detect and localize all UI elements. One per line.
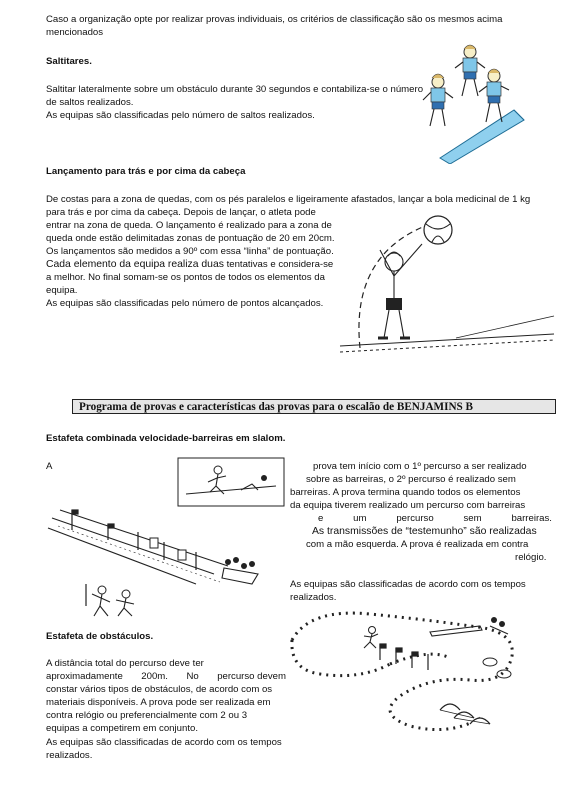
estafeta-obstaculos-title: Estafeta de obstáculos. <box>46 631 154 642</box>
lancamento-line-3: entrar na zona de queda. O lançamento é realizado para a zona de <box>46 220 332 231</box>
estafeta-obstaculos-line-2 <box>46 670 286 683</box>
estafeta-obstaculos-line-3: constar vários tipos de obstáculos, de acordo com os <box>46 684 273 695</box>
estafeta-combinada-line-2: sobre as barreiras, o 2º percurso é realizado sem <box>306 474 516 485</box>
line2-word-200m: 200m. <box>141 671 168 682</box>
line5-word-e: e <box>318 513 324 524</box>
estafeta-combinada-line-9: As equipas são classificadas de acordo com os tempos <box>290 579 526 590</box>
saltitares-line-2: de saltos realizados. <box>46 97 134 108</box>
estafeta-combinada-line-1: prova tem início com o 1º percurso a ser realizado <box>313 461 527 472</box>
lancamento-title: Lançamento para trás e por cima da cabeça <box>46 166 246 177</box>
estafeta-combinada-line-7: com a mão esquerda. A prova é realizada em contra <box>306 539 529 550</box>
obstacle-course-illustration <box>280 600 556 738</box>
lancamento-line-6-rest: tentativas e considera-se <box>223 259 334 270</box>
lancamento-line-1: De costas para a zona de quedas, com os pés paralelos e ligeiramente afastados, lançar a bola medicinal de 1 kg <box>46 194 531 205</box>
estafeta-obstaculos-line-8: realizados. <box>46 750 93 761</box>
lancamento-line-4: queda onde estão delimitadas zonas de pontuação de 20 em 20cm. <box>46 233 335 244</box>
lancamento-line-6-emph: Cada elemento da equipa realiza duas <box>46 259 224 270</box>
estafeta-obstaculos-line-6: equipas a competirem em conjunto. <box>46 723 198 734</box>
line2-word-aproximadamente: aproximadamente <box>46 671 123 682</box>
estafeta-combinada-line-5 <box>290 512 552 525</box>
estafeta-combinada-title: Estafeta combinada velocidade-barreiras em slalom. <box>46 433 286 444</box>
lancamento-line-8: equipa. <box>46 285 78 296</box>
estafeta-combinada-line-10: realizados. <box>290 592 337 603</box>
line5-word-sem: sem <box>463 513 482 524</box>
lancamento-illustration <box>336 210 558 358</box>
line2-word-no: No <box>186 671 199 682</box>
lancamento-line-9: As equipas são classificadas pelo número de pontos alcançados. <box>46 298 324 309</box>
line2-word-percurso: percurso devem <box>217 671 286 682</box>
estafeta-combinada-line-3: barreiras. A prova termina quando todos os elementos <box>290 487 521 498</box>
saltitares-line-3: As equipas são classificadas pelo número de saltos realizados. <box>46 110 315 121</box>
estafeta-obstaculos-line-7: As equipas são classificadas de acordo com os tempos <box>46 737 282 748</box>
estafeta-combinada-line-8: relógio. <box>515 552 547 563</box>
estafeta-obstaculos-line-4: materiais disponíveis. A prova pode ser realizada em <box>46 697 271 708</box>
lancamento-line-5: Os lançamentos são medidos a 90º com essa “linha” de pontuação. <box>46 246 334 257</box>
slalom-relay-illustration <box>46 456 286 621</box>
estafeta-combinada-letter-a: A <box>46 461 53 472</box>
estafeta-combinada-line-6: As transmissões de “testemunho” são realizadas <box>312 526 537 537</box>
line5-word-barreiras: barreiras. <box>511 513 552 524</box>
intro-line-1: Caso a organização opte por realizar provas individuais, os critérios de classificação são os mesmos acima <box>46 14 503 25</box>
lancamento-line-6 <box>46 258 333 271</box>
line5-word-um: um <box>353 513 367 524</box>
estafeta-combinada-line-4: da equipa tiverem realizado um percurso com barreiras <box>290 500 526 511</box>
lancamento-line-7: a melhor. No final somam-se os pontos de todos os elementos da <box>46 272 325 283</box>
intro-line-2: mencionados <box>46 27 104 38</box>
section-header: Programa de provas e características das provas para o escalão de BENJAMINS B <box>72 399 556 414</box>
saltitares-line-1: Saltitar lateralmente sobre um obstáculo durante 30 segundos e contabiliza-se o número <box>46 84 424 95</box>
estafeta-obstaculos-line-5: contra relógio ou preferencialmente com 2 ou 3 <box>46 710 248 721</box>
saltitares-illustration <box>418 40 556 164</box>
lancamento-line-2: para trás e por cima da cabeça. Depois de lançar, o atleta pode <box>46 207 316 218</box>
estafeta-obstaculos-line-1: A distância total do percurso deve ter <box>46 658 204 669</box>
line5-word-percurso: percurso <box>396 513 434 524</box>
saltitares-title: Saltitares. <box>46 56 92 67</box>
